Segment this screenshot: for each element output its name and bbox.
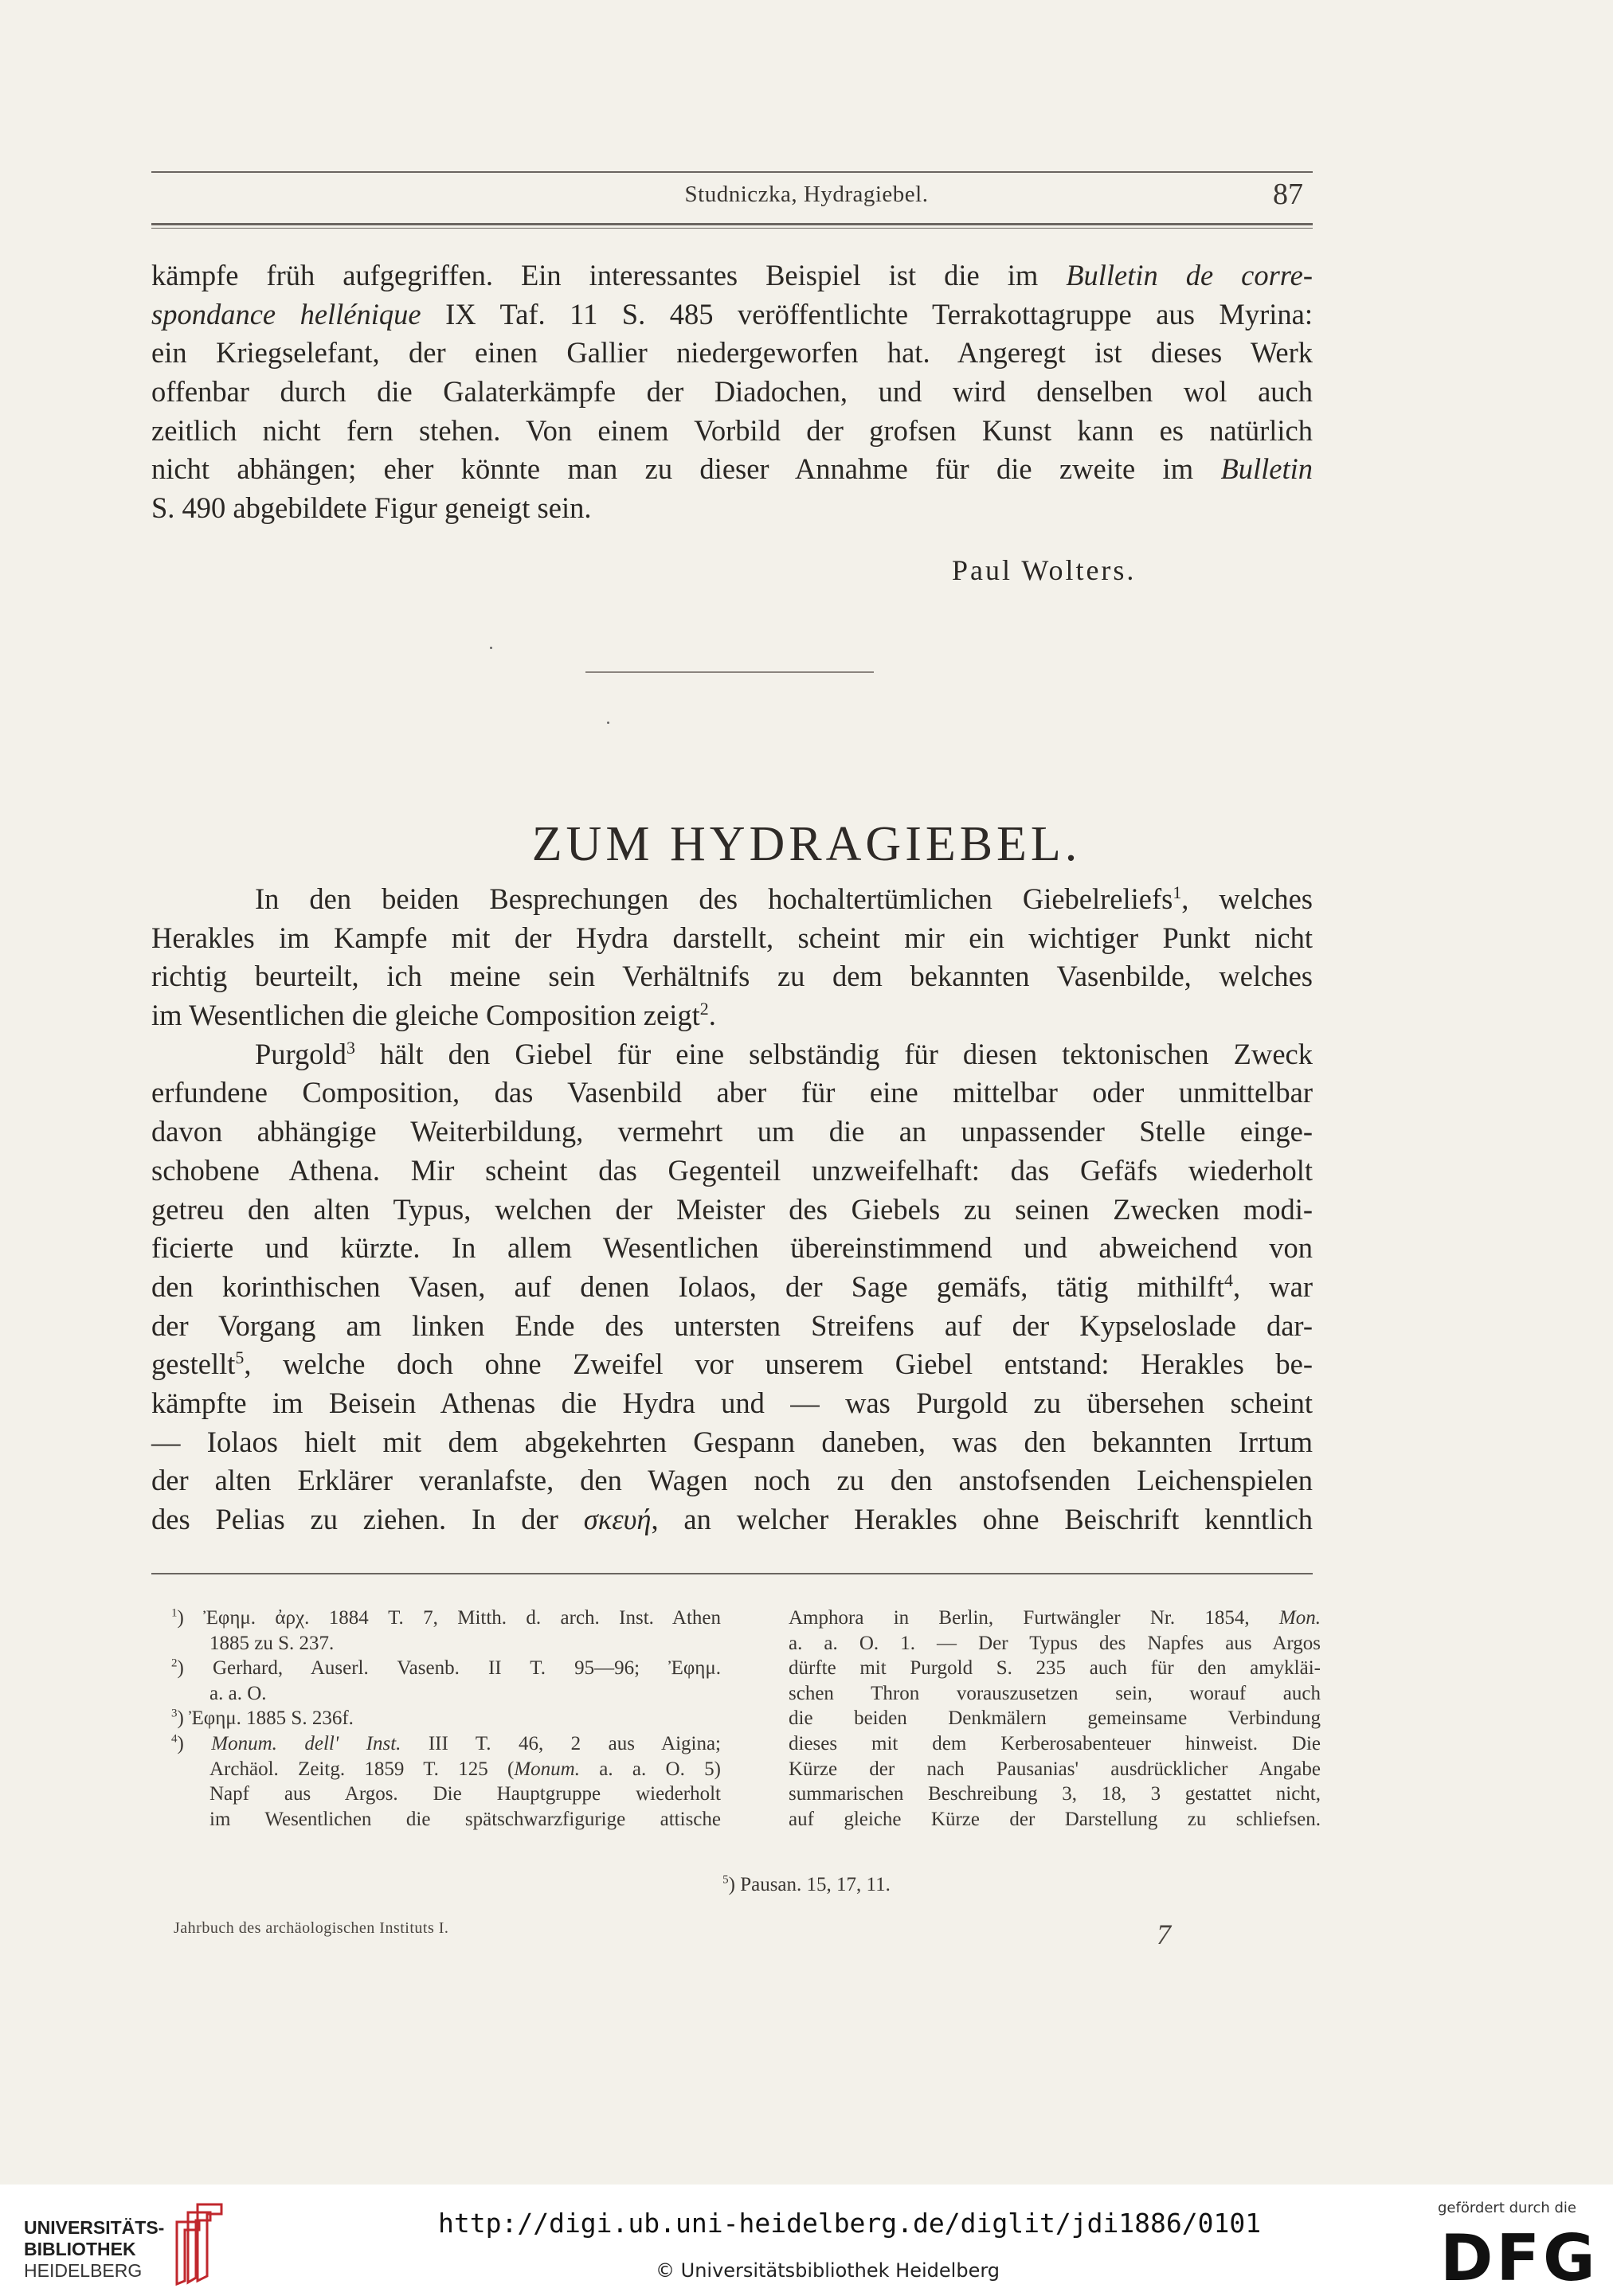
text-line bbox=[789, 1656, 1321, 1681]
text-line bbox=[151, 334, 1313, 373]
article-body bbox=[151, 880, 1313, 1539]
text-line bbox=[151, 880, 1313, 919]
text-run: summarischen Beschreibung 3, 18, 3 gestattet nicht, bbox=[789, 1783, 1321, 1805]
text-run: kämpfe früh aufgegriffen. Ein interessantes Beispiel ist die im bbox=[151, 259, 1067, 291]
text-line bbox=[789, 1807, 1321, 1832]
text-run: davon abhängige Weiterbildung, vermehrt um die an unpassender Stelle einge- bbox=[151, 1115, 1313, 1148]
text-line bbox=[171, 1606, 721, 1631]
footnote-ref: 1 bbox=[1173, 882, 1182, 902]
text-line bbox=[151, 1307, 1313, 1346]
intro-paragraph bbox=[151, 256, 1313, 528]
text-run: Herakles im Kampfe mit der Hydra darstellt, scheint mir ein wichtiger Punkt nicht bbox=[151, 921, 1313, 954]
text-line bbox=[151, 412, 1313, 451]
text-run: offenbar durch die Galaterkämpfe der Diadochen, und wird denselben wol auch bbox=[151, 375, 1313, 409]
text-line bbox=[171, 1706, 721, 1731]
text-run: hält den Giebel für eine selbständig für diesen tektonischen Zweck bbox=[354, 1037, 1313, 1070]
footnote-ref: 2 bbox=[699, 998, 709, 1019]
text-line bbox=[171, 1731, 721, 1757]
journal-footer: Jahrbuch des archäologischen Instituts I. bbox=[174, 1919, 449, 1937]
text-run: gestellt bbox=[151, 1347, 236, 1381]
text-run: , an welcher Herakles ohne Beischrift kenntlich bbox=[651, 1503, 1313, 1535]
text-run: IX Taf. 11 S. 485 veröffentlichte Terrakottagruppe aus Myrina: bbox=[421, 297, 1313, 331]
text-run: a. a. O. bbox=[209, 1682, 267, 1704]
text-line bbox=[151, 1152, 1313, 1191]
text-run: Purgold bbox=[255, 1037, 346, 1070]
text-line bbox=[171, 1681, 721, 1707]
footnote-ref: 1 bbox=[171, 1606, 178, 1620]
italic-text: Bulletin bbox=[1220, 452, 1313, 486]
text-run: schen Thron vorauszusetzen sein, worauf auch bbox=[789, 1682, 1321, 1704]
text-line bbox=[789, 1631, 1321, 1656]
italic-text: σκευή bbox=[583, 1503, 652, 1535]
footnote-ref: 5 bbox=[722, 1873, 729, 1887]
library-name-line2: BIBLIOTHEK bbox=[24, 2239, 136, 2259]
text-run: dieses mit dem Kerberosabenteuer hinweist. Die bbox=[789, 1732, 1321, 1754]
text-line bbox=[151, 295, 1313, 334]
text-line bbox=[151, 1113, 1313, 1152]
stray-mark bbox=[607, 722, 609, 724]
footnote-ref: 3 bbox=[346, 1037, 355, 1058]
text-line bbox=[151, 957, 1313, 996]
text-run: Kürze der nach Pausanias' ausdrücklicher Angabe bbox=[789, 1758, 1321, 1780]
italic-text: spondance hellénique bbox=[151, 297, 421, 331]
text-line bbox=[171, 1757, 721, 1782]
text-line bbox=[151, 373, 1313, 412]
text-run: ficierte und kürzte. In allem Wesentlichen übereinstimmend und abweichend von bbox=[151, 1231, 1313, 1265]
footnote-rule bbox=[151, 1573, 1313, 1574]
text-run: ) bbox=[177, 1732, 212, 1754]
text-line bbox=[171, 1656, 721, 1681]
text-run: im Wesentlichen die gleiche Composition zeigt bbox=[151, 999, 700, 1032]
text-run: ) Pausan. 15, 17, 11. bbox=[728, 1874, 891, 1895]
text-run: auf gleiche Kürze der Darstellung zu schliefsen. bbox=[789, 1808, 1321, 1830]
text-line bbox=[789, 1706, 1321, 1731]
text-line bbox=[151, 450, 1313, 489]
text-line bbox=[789, 1681, 1321, 1707]
text-line bbox=[151, 489, 1313, 528]
text-run: III T. 46, 2 aus Aigina; bbox=[401, 1732, 721, 1754]
text-line bbox=[151, 919, 1313, 958]
text-line bbox=[151, 1384, 1313, 1423]
footnote-5 bbox=[0, 1874, 1613, 1896]
text-run: schobene Athena. Mir scheint das Gegenteil unzweifelhaft: das Gefäfs wiederholt bbox=[151, 1153, 1313, 1187]
text-run: dürfte mit Purgold S. 235 auch für den amykläi- bbox=[789, 1657, 1321, 1680]
text-run: Archäol. Zeitg. 1859 T. 125 ( bbox=[209, 1758, 515, 1780]
text-run: Napf aus Argos. Die Hauptgruppe wiederholt bbox=[209, 1783, 721, 1805]
footnote-ref: 3 bbox=[171, 1707, 178, 1721]
text-line bbox=[151, 1191, 1313, 1230]
text-line bbox=[789, 1757, 1321, 1782]
text-run: . bbox=[708, 999, 716, 1032]
text-line bbox=[789, 1606, 1321, 1631]
text-run: der alten Erklärer veranlafste, den Wagen noch zu den anstofsenden Leichenspielen bbox=[151, 1464, 1313, 1497]
header-rule-top bbox=[151, 171, 1313, 173]
permalink-url[interactable]: http://digi.ub.uni-heidelberg.de/diglit/jdi1886/0101 bbox=[438, 2208, 1262, 2239]
text-run: a. a. O. 1. — Der Typus des Napfes aus Argos bbox=[789, 1632, 1321, 1654]
copyright-notice: © Universitätsbibliothek Heidelberg bbox=[656, 2259, 1000, 2282]
text-run: , war bbox=[1233, 1269, 1313, 1303]
text-line bbox=[151, 1500, 1313, 1539]
article-title: ZUM HYDRAGIEBEL. bbox=[531, 817, 1082, 871]
text-run: die beiden Denkmälern gemeinsame Verbindung bbox=[789, 1707, 1321, 1730]
text-run: 1885 zu S. 237. bbox=[209, 1632, 335, 1654]
text-run: ) Ἐφημ. ἀρχ. 1884 T. 7, Mitth. d. arch. Inst. Athen bbox=[177, 1607, 721, 1629]
header-rule-bottom bbox=[151, 223, 1313, 225]
text-run: nicht abhängen; eher könnte man zu dieser Annahme für die zweite im bbox=[151, 452, 1221, 486]
italic-text: Bulletin de corre- bbox=[1066, 259, 1313, 291]
italic-text: Mon. bbox=[1278, 1607, 1321, 1629]
text-run: im Wesentlichen die spätschwarzfigurige attische bbox=[209, 1808, 721, 1830]
text-run: zeitlich nicht fern stehen. Von einem Vorbild der grofsen Kunst kann es natürlich bbox=[151, 413, 1313, 447]
text-line bbox=[151, 1074, 1313, 1113]
text-run: kämpfte im Beisein Athenas die Hydra und — was Purgold zu übersehen scheint bbox=[151, 1386, 1313, 1419]
text-run: richtig beurteilt, ich meine sein Verhältnifs zu dem bekannten Vasenbilde, welches bbox=[151, 960, 1313, 993]
footnotes-left-column bbox=[171, 1606, 721, 1832]
text-run: , welches bbox=[1181, 882, 1313, 915]
footnote-ref: 2 bbox=[171, 1656, 178, 1670]
italic-text: Monum. dell' Inst. bbox=[211, 1732, 401, 1754]
text-line bbox=[151, 1461, 1313, 1500]
text-run: der Vorgang am linken Ende des untersten Streifens auf der Kypseloslade dar- bbox=[151, 1308, 1313, 1342]
running-title: Studniczka, Hydragiebel. bbox=[684, 182, 929, 207]
footnote-ref: 5 bbox=[235, 1347, 245, 1368]
text-run: getreu den alten Typus, welchen der Meister des Giebels zu seinen Zwecken modi- bbox=[151, 1192, 1313, 1226]
header-rule-bottom-thin bbox=[151, 228, 1313, 229]
dfg-logo-icon[interactable]: DFG bbox=[1440, 2221, 1599, 2295]
text-line bbox=[789, 1731, 1321, 1757]
text-line bbox=[151, 1268, 1313, 1307]
section-separator bbox=[585, 671, 874, 673]
text-run: ) Ἐφημ. 1885 S. 236f. bbox=[177, 1707, 354, 1730]
text-line bbox=[171, 1807, 721, 1832]
text-run: — Iolaos hielt mit dem abgekehrten Gespann daneben, was den bekannten Irrtum bbox=[151, 1425, 1313, 1458]
text-line bbox=[171, 1631, 721, 1656]
library-name[interactable] bbox=[24, 2217, 164, 2282]
footnotes-right-column bbox=[789, 1606, 1321, 1832]
text-line bbox=[151, 1035, 1313, 1074]
funder-label: gefördert durch die bbox=[1438, 2200, 1576, 2216]
text-run: S. 490 abgebildete Figur geneigt sein. bbox=[151, 491, 592, 525]
text-line bbox=[151, 256, 1313, 295]
text-line bbox=[151, 1423, 1313, 1462]
footnote-ref: 4 bbox=[1224, 1269, 1233, 1290]
text-run: den korinthischen Vasen, auf denen Iolaos, der Sage gemäfs, tätig mithilft bbox=[151, 1269, 1225, 1303]
text-run: In den beiden Besprechungen des hochaltertümlichen Giebelreliefs bbox=[255, 882, 1173, 915]
library-name-line1: UNIVERSITÄTS- bbox=[24, 2217, 165, 2238]
stray-mark bbox=[490, 647, 492, 649]
text-run: ein Kriegselefant, der einen Gallier niedergeworfen hat. Angeregt ist dieses Werk bbox=[151, 336, 1313, 370]
author-signature: Paul Wolters. bbox=[952, 554, 1137, 586]
page-number: 87 bbox=[1273, 178, 1303, 211]
text-run: Amphora in Berlin, Furtwängler Nr. 1854, bbox=[789, 1607, 1279, 1629]
text-run: erfundene Composition, das Vasenbild aber für eine mittelbar oder unmittelbar bbox=[151, 1076, 1313, 1109]
text-run: a. a. O. 5) bbox=[579, 1758, 721, 1780]
signature-mark: 7 bbox=[1157, 1919, 1171, 1950]
library-logo-icon[interactable] bbox=[159, 2198, 231, 2286]
text-line bbox=[151, 1345, 1313, 1384]
text-line bbox=[789, 1782, 1321, 1807]
library-name-line3: HEIDELBERG bbox=[24, 2260, 143, 2281]
text-run: , welche doch ohne Zweifel vor unserem Giebel entstand: Herakles be- bbox=[244, 1347, 1313, 1381]
text-run: ) Gerhard, Auserl. Vasenb. II T. 95—96; Ἐφημ. bbox=[177, 1657, 721, 1680]
text-line bbox=[151, 996, 1313, 1035]
text-line bbox=[151, 1229, 1313, 1268]
footnote-ref: 4 bbox=[171, 1732, 178, 1746]
text-line bbox=[171, 1782, 721, 1807]
text-run: des Pelias zu ziehen. In der bbox=[151, 1503, 584, 1535]
italic-text: Monum. bbox=[514, 1758, 580, 1780]
